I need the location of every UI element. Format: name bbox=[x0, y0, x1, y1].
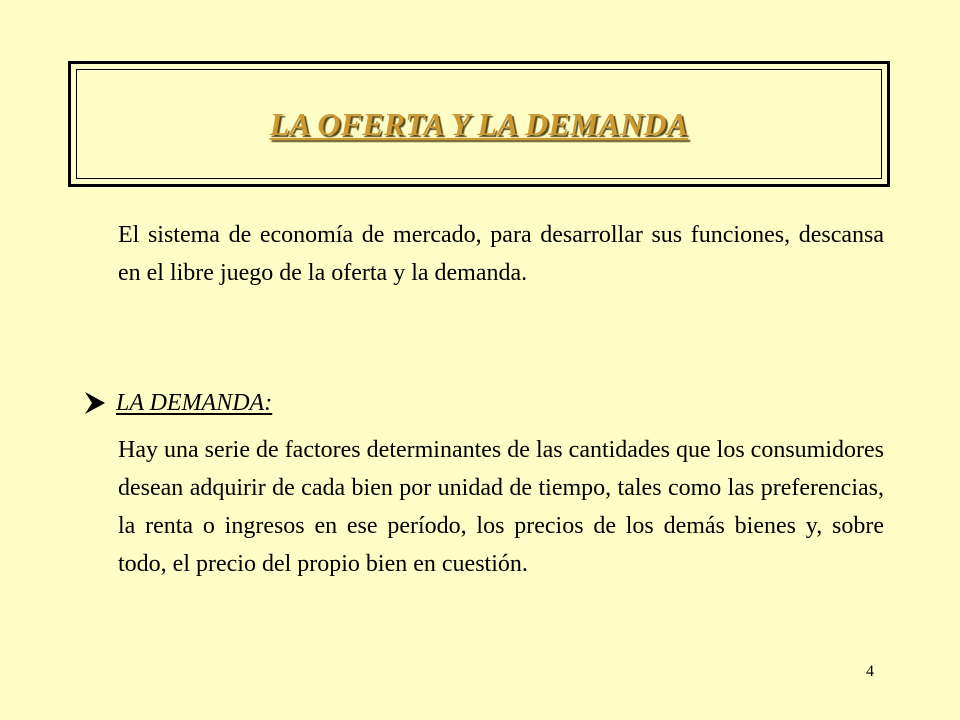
bullet-demanda bbox=[84, 384, 272, 422]
slide-title: LA OFERTA Y LA DEMANDA bbox=[269, 105, 689, 142]
title-box-inner bbox=[76, 69, 882, 179]
intro-paragraph: El sistema de economía de mercado, para desarrollar sus funciones, descansa en el libre juego de la oferta y la demanda. bbox=[118, 222, 884, 286]
title-box bbox=[68, 61, 890, 187]
arrow-bullet-icon bbox=[84, 391, 106, 415]
bullet-heading: LA DEMANDA: bbox=[116, 389, 273, 416]
page-number: 4 bbox=[866, 663, 874, 680]
demand-paragraph: Hay una serie de factores determinantes de las cantidades que los consumidores desean adquirir de cada bien por unidad de tiempo, tales como las preferencias, la renta o ingresos en ese período, los precios de los demás bienes y, sobre todo, el precio del propio bien en cuestión. bbox=[118, 437, 884, 577]
